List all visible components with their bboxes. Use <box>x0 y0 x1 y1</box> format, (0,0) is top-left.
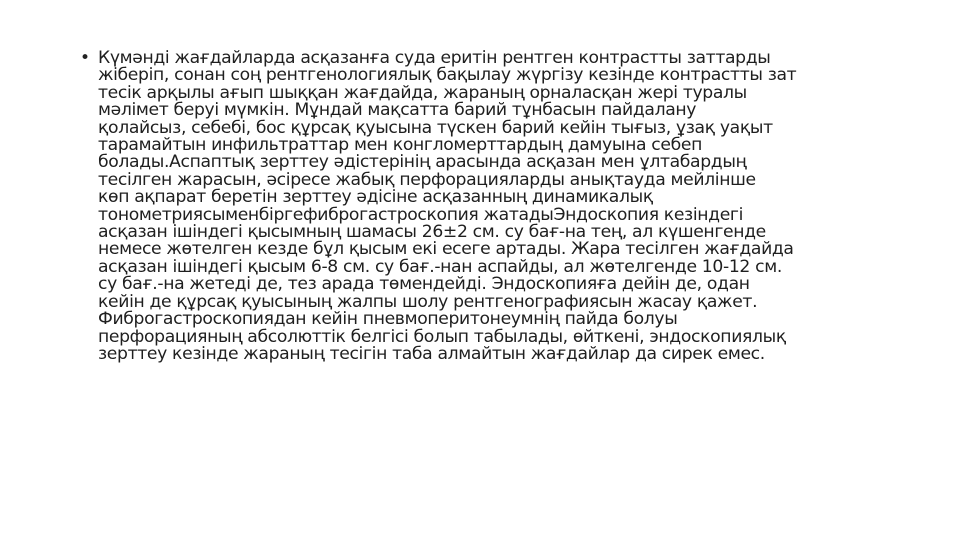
text-line: тонометриясыменбіргефиброгастроскопия жатадыЭндоскопия кезіндегі <box>98 204 744 225</box>
text-line: зерттеу кезінде жараның тесігін таба алмайтын жағдайлар да сирек емес. <box>98 343 765 364</box>
text-line: жіберіп, сонан соң рентгенологиялық бақылау жүргізу кезінде контрастты зат <box>98 65 797 86</box>
text-line: перфорацияның абсолюттік белгісі болып табылады, өйткені, эндоскопиялық <box>98 326 786 347</box>
text-line: тесілген жарасын, әсіресе жабық перфорацияларды анықтауда мейлінше <box>98 169 756 190</box>
bullet-paragraph <box>78 50 900 363</box>
body-text <box>98 50 900 363</box>
text-line: су бағ.-на жетеді де, тез арада төмендейді. Эндоскопияға дейін де, одан <box>98 274 750 295</box>
text-line: мәлімет беруі мүмкін. Мұндай мақсатта барий тұнбасын пайдалану <box>98 100 697 121</box>
text-line: тарамайтын инфильтраттар мен конгломерттардың дамуына себеп <box>98 135 702 156</box>
text-line: асқазан ішіндегі қысымның шамасы 26±2 см. су бағ-на тең, ал күшенгенде <box>98 222 766 243</box>
text-line: асқазан ішіндегі қысым 6-8 см. су бағ.-нан аспайды, ал жөтелгенде 10-12 см. <box>98 256 782 277</box>
text-line: болады.Аспаптық зерттеу әдістерінің арасында асқазан мен ұлтабардың <box>98 152 747 173</box>
text-line: қолайсыз, себебі, бос құрсақ қуысына түскен барий кейін тығыз, ұзақ уақыт <box>98 117 773 138</box>
bullet-point-icon: • <box>80 48 91 68</box>
text-line: немесе жөтелген кезде бұл қысым екі есеге артады. Жара тесілген жағдайда <box>98 239 794 260</box>
text-line: көп ақпарат беретін зерттеу әдісіне асқазанның динамикалық <box>98 187 653 208</box>
text-line: Күмәнді жағдайларда асқазанға суда еритін рентген контрастты заттарды <box>98 48 771 68</box>
text-line: кейін де құрсақ қуысының жалпы шолу рентгенографиясын жасау қажет. <box>98 291 758 312</box>
text-line: Фиброгастроскопиядан кейін пневмоперитонеумнің пайда болуы <box>98 309 678 330</box>
text-line: тесік арқылы ағып шыққан жағдайда, жараның орналасқан жері туралы <box>98 82 747 103</box>
